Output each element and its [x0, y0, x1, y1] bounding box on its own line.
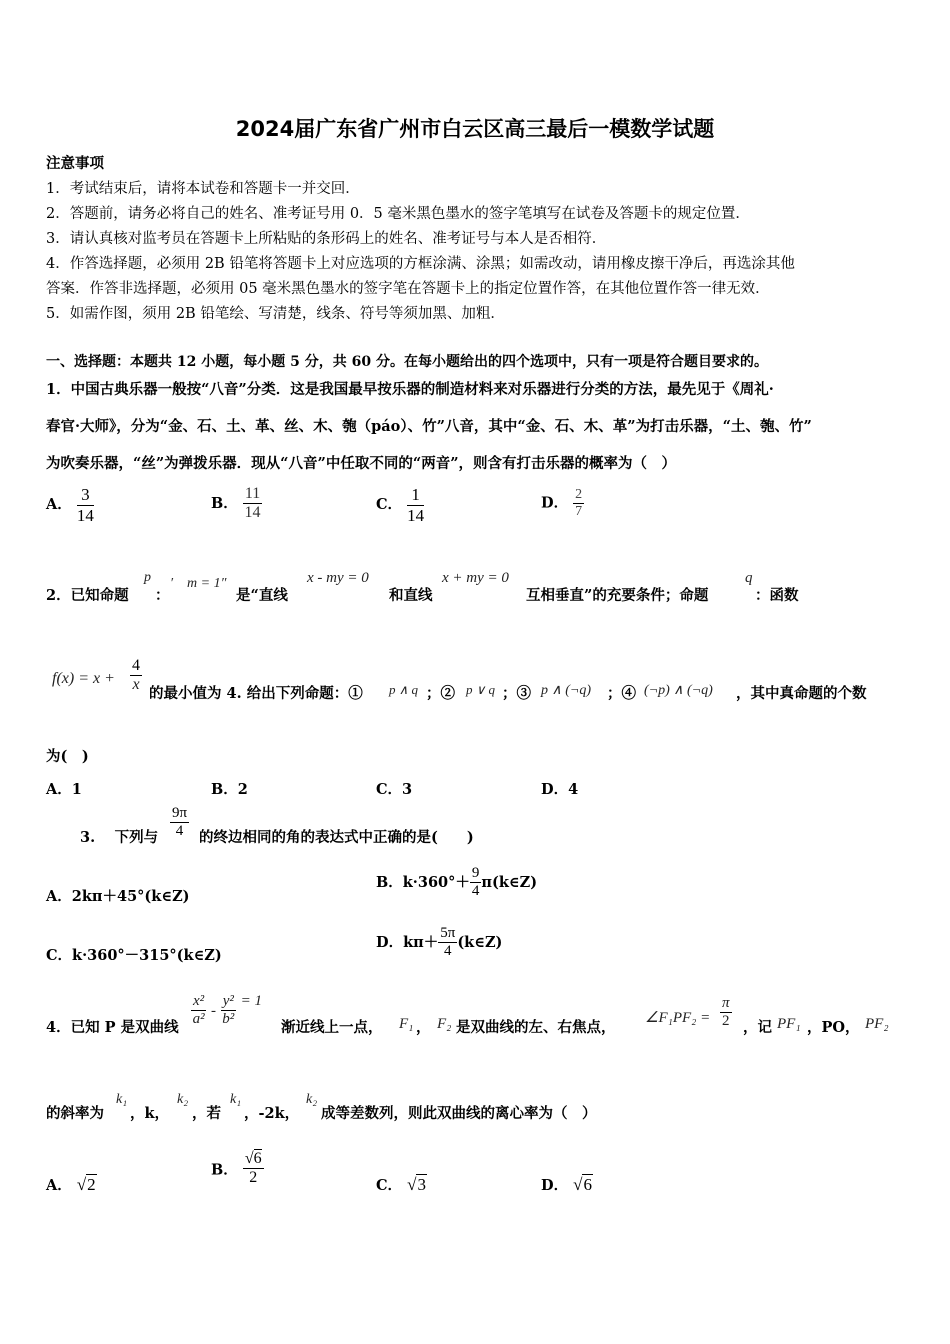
q2-text: ： [155, 587, 170, 604]
q4-math: k₂ [177, 1092, 189, 1107]
q3-text: 3. 下列与 [80, 829, 159, 846]
q4-text: 的斜率为 [46, 1105, 104, 1122]
q4-math: k₂ [306, 1092, 318, 1107]
q2-math: x + my = 0 [442, 570, 509, 586]
option-text: D．kπ＋ [376, 933, 439, 951]
q2-math: ′ m = 1″ [170, 576, 227, 591]
q2-option-a[interactable]: A．1 [46, 781, 82, 798]
option-text: B．k·360°＋ [376, 873, 470, 891]
q4-option-b[interactable] [211, 1150, 264, 1188]
notice-item: 5．如需作图，须用 2B 铅笔绘、写清楚，线条、符号等须加黑、加粗． [46, 306, 505, 322]
q2-text: ；② [426, 685, 455, 702]
q1-option-b[interactable] [211, 485, 262, 523]
option-fraction: $\frac{3}{14}$ [76, 485, 94, 525]
q4-text: ，记 [743, 1019, 772, 1036]
q4-math: F₁ [399, 1016, 414, 1032]
page-title: 2024届广东省广州市白云区高三最后一模数学试题 [235, 117, 715, 141]
q1-option-d[interactable] [541, 487, 584, 520]
q4-math: k₁ [116, 1092, 128, 1107]
q2-expr: (¬p) ∧ (¬q) [644, 683, 713, 698]
q3-fraction: $\frac{9\pi}{4}$ [172, 805, 188, 840]
q2-text: 为( ) [46, 748, 89, 765]
q2-text: ，其中真命题的个数 [736, 685, 867, 702]
q2-text: 和直线 [389, 587, 433, 604]
q2-text: ；③ [502, 685, 531, 702]
q4-text: ，PO， [807, 1019, 860, 1036]
q2-option-d[interactable]: D．4 [541, 781, 579, 798]
q4-angle: ∠F₁PF₂ = [645, 1010, 711, 1026]
q2-math: q [745, 570, 753, 586]
option-label: D． [541, 1177, 569, 1194]
q3-option-b[interactable] [376, 865, 537, 901]
option-label: B． [211, 494, 238, 512]
q4-math: PF₁ [777, 1016, 801, 1032]
option-radical: √6 [573, 1175, 592, 1194]
q2-option-b[interactable]: B．2 [211, 781, 248, 798]
option-text: π(k∈Z) [481, 873, 538, 891]
q1-line: 为吹奏乐器，“丝”为弹拨乐器．现从“八音”中任取不同的“两音”，则含有打击乐器的概率为（ ） [46, 455, 677, 472]
section-heading: 一、选择题：本题共 12 小题，每小题 5 分，共 60 分。在每小题给出的四个选项中，只有一项是符合题目要求的。 [46, 354, 768, 370]
q1-option-c[interactable] [376, 485, 424, 525]
q1-line: 1．中国古典乐器一般按“八音”分类．这是我国最早按乐器的制造材料来对乐器进行分类的方法，最先见于《周礼· [46, 381, 774, 398]
option-label: B． [211, 1161, 238, 1179]
q4-text: ，-2k， [244, 1105, 300, 1122]
option-fraction: $\frac{5\pi}{4}$ [440, 925, 456, 960]
q4-text: ，k， [130, 1105, 170, 1122]
option-fraction: $\frac{1}{14}$ [407, 485, 425, 525]
option-text: (k∈Z) [457, 933, 503, 951]
q3-text: 的终边相同的角的表达式中正确的是( ) [199, 829, 474, 846]
q3-option-d[interactable] [376, 925, 502, 961]
notice-item: 答案．作答非选择题，必须用 05 毫米黑色墨水的签字笔在答题卡上的指定位置作答，在其他位置作答一律无效． [46, 281, 770, 297]
q2-text: 是“直线 [236, 587, 288, 604]
q4-math: F₂ [437, 1016, 452, 1032]
q4-text: ， [416, 1019, 431, 1036]
q2-text: 互相垂直”的充要条件；命题 [526, 587, 709, 604]
q2-text: ：函数 [755, 587, 799, 604]
q4-text: 成等差数列，则此双曲线的离心率为（ ） [321, 1105, 597, 1122]
option-label: A． [46, 496, 72, 514]
q2-option-c[interactable]: C．3 [376, 781, 413, 798]
option-radical: √3 [407, 1175, 426, 1194]
q2-expr: p ∨ q [466, 682, 496, 697]
q1-line: 春官·大师》，分为“金、石、土、革、丝、木、匏（páo）、竹”八音，其中“金、石、木、革”为打击乐器，“土、匏、竹” [46, 418, 812, 435]
option-fraction: $\frac{11}{14}$ [244, 485, 261, 522]
q4-text: 4．已知 P 是双曲线 [46, 1019, 179, 1036]
option-fraction: $\frac{9}{4}$ [471, 865, 480, 900]
q4-text: 是双曲线的左、右焦点， [456, 1019, 616, 1036]
q4-math: PF₂ [865, 1016, 889, 1032]
q4-option-a[interactable] [46, 1174, 97, 1195]
notice-item: 4．作答选择题，必须用 2B 铅笔将答题卡上对应选项的方框涂满、涂黑；如需改动，请用橡皮擦干净后，再选涂其他 [46, 256, 795, 272]
option-fraction: $\frac{2}{7}$ [575, 487, 583, 520]
q4-text: 渐近线上一点， [281, 1019, 383, 1036]
notice-item: 2．答题前，请务必将自己的姓名、准考证号用 0．5 毫米黑色墨水的签字笔填写在试卷及答题卡的规定位置． [46, 206, 750, 222]
option-label: C． [376, 1177, 403, 1194]
q2-text: 2．已知命题 [46, 587, 129, 604]
option-label: D． [541, 494, 569, 512]
q2-text: ；④ [607, 685, 636, 702]
q4-angle-fraction: $\frac{\pi}{2}$ [722, 995, 730, 1030]
option-radical: √2 [76, 1175, 96, 1194]
q3-option-a[interactable]: A．2kπ＋45°(k∈Z) [46, 888, 190, 905]
q4-option-c[interactable] [376, 1174, 427, 1195]
q4-math: k₁ [230, 1092, 242, 1107]
q4-hyperbola: $\frac{\text{x²}}{\text{a²}}$ - $\frac{\text{y²}}{\text{b²}}$ = 1 [192, 993, 263, 1028]
q4-text: ，若 [192, 1105, 221, 1122]
q2-function: f(x) = x + [52, 670, 115, 687]
option-label: C． [376, 496, 403, 514]
option-fraction: $\frac{√6}{2}$ [244, 1150, 262, 1187]
q2-math: x - my = 0 [307, 570, 369, 586]
notice-heading: 注意事项 [46, 155, 104, 172]
q2-math: p [144, 570, 151, 585]
q4-option-d[interactable] [541, 1174, 593, 1195]
q2-text: 的最小值为 4. 给出下列命题：① [149, 685, 363, 702]
q1-option-a[interactable] [46, 485, 94, 525]
q2-expr: p ∧ q [389, 682, 419, 697]
q3-option-c[interactable]: C．k·360°－315°(k∈Z) [46, 947, 222, 964]
option-label: A． [46, 1177, 72, 1194]
q2-expr: p ∧ (¬q) [541, 683, 592, 698]
notice-item: 3．请认真核对监考员在答题卡上所粘贴的条形码上的姓名、准考证号与本人是否相符． [46, 231, 607, 247]
notice-item: 1．考试结束后，请将本试卷和答题卡一并交回． [46, 181, 360, 197]
q2-function-fraction: $\frac{4}{x}$ [132, 657, 140, 694]
